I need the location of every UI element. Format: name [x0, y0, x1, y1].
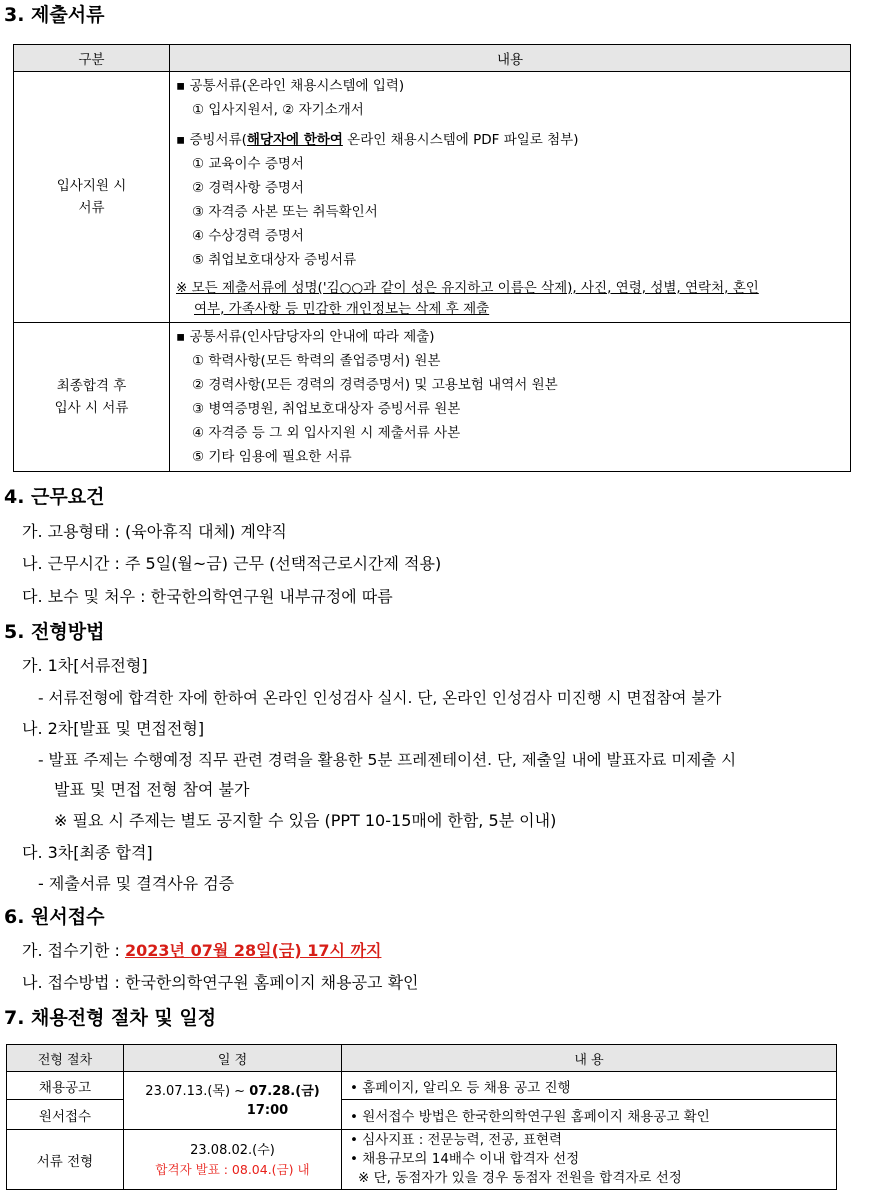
deadline-line [22, 941, 381, 961]
category-line: 서류 [78, 200, 105, 216]
date-end: 07.28.(금) [249, 1083, 320, 1099]
proof-docs-emphasis: 해당자에 한하여 [246, 132, 343, 148]
col-content: 내용 [170, 45, 851, 72]
list-item: ③ 병역증명원, 취업보호대상자 증빙서류 원본 [192, 401, 461, 417]
stage-title: 가. 1차[서류전형] [22, 656, 148, 675]
step-cell: 원서접수 [7, 1100, 124, 1130]
section-6-heading: 6. 원서접수 [4, 906, 105, 928]
stage-title: 나. 2차[발표 및 면접전형] [22, 719, 205, 738]
list-item: ② 경력사항 증명서 [192, 180, 304, 196]
list-item: ※ 단, 동점자가 있을 경우 동점자 전원을 합격자로 선정 [358, 1170, 682, 1186]
announce-date: 합격자 발표 : 08.04.(금) 내 [155, 1161, 310, 1177]
step-cell: 채용공고 [7, 1072, 124, 1100]
section-5-heading: 5. 전형방법 [4, 621, 105, 643]
row-content [170, 72, 851, 323]
method-line: 나. 접수방법 : 한국한의학연구원 홈페이지 채용공고 확인 [22, 973, 419, 992]
deadline-value: 2023년 07월 28일(금) 17시 까지 [125, 941, 382, 960]
proof-docs-title: ▪ 증빙서류(해당자에 한하여 온라인 채용시스템에 PDF 파일로 첨부) [176, 132, 579, 148]
category-line: 입사 시 서류 [54, 400, 129, 416]
list-item: ④ 수상경력 증명서 [192, 228, 304, 244]
section-3-heading: 3. 제출서류 [4, 4, 105, 26]
content-cell: • 원서접수 방법은 한국한의학연구원 홈페이지 채용공고 확인 [342, 1100, 837, 1130]
stage-desc: - 제출서류 및 결격사유 검증 [38, 874, 235, 893]
schedule-table [6, 1044, 837, 1190]
content-cell [342, 1130, 837, 1190]
date-time: 17:00 [246, 1102, 289, 1118]
list-item: ⑤ 취업보호대상자 증빙서류 [192, 252, 357, 268]
work-condition-line: 가. 고용형태 : (육아휴직 대체) 계약직 [22, 522, 287, 541]
stage-desc: - 서류전형에 합격한 자에 한하여 온라인 인성검사 실시. 단, 온라인 인성검사 미진행 시 면접참여 불가 [38, 689, 722, 707]
list-item: ⑤ 기타 임용에 필요한 서류 [192, 449, 352, 465]
date-cell: 23.07.13.(목) ~ 07.28.(금) 17:00 [124, 1072, 342, 1130]
stage-note: ※ 필요 시 주제는 별도 공지할 수 있음 (PPT 10-15매에 한함, 5분 이내) [54, 811, 557, 830]
list-item: ② 경력사항(모든 경력의 경력증명서) 및 고용보험 내역서 원본 [192, 377, 558, 393]
deadline-label: 가. 접수기한 : [22, 941, 126, 960]
table-row [7, 1130, 837, 1190]
date-value: 23.08.02.(수) [190, 1142, 275, 1158]
work-condition-line: 나. 근무시간 : 주 5일(월~금) 근무 (선택적근로시간제 적용) [22, 554, 442, 573]
common-docs-title: ▪ 공통서류(온라인 채용시스템에 입력) [176, 78, 405, 94]
category-line: 최종합격 후 [56, 378, 127, 394]
stage-desc: - 발표 주제는 수행예정 직무 관련 경력을 활용한 5분 프레젠테이션. 단, 제출일 내에 발표자료 미제출 시 [38, 751, 737, 769]
privacy-note-cont: 여부, 가족사항 등 민감한 개인정보는 삭제 후 제출 [194, 301, 490, 317]
list-item: ① 교육이수 증명서 [192, 156, 304, 172]
list-item: • 심사지표 : 전문능력, 전공, 표현력 [350, 1132, 563, 1148]
table-row [14, 72, 851, 323]
content-cell: • 홈페이지, 알리오 등 채용 공고 진행 [342, 1072, 837, 1100]
col-step: 전형 절차 [7, 1045, 124, 1072]
category-line: 입사지원 시 [56, 178, 127, 194]
list-item: ① 학력사항(모든 학력의 졸업증명서) 원본 [192, 353, 441, 369]
stage-title: 다. 3차[최종 합격] [22, 843, 153, 862]
stage-desc-cont: 발표 및 면접 전형 참여 불가 [54, 780, 250, 799]
row-category [14, 323, 170, 472]
table-row [14, 323, 851, 472]
table-row [7, 1072, 837, 1100]
work-condition-line: 다. 보수 및 처우 : 한국한의학연구원 내부규정에 따름 [22, 587, 393, 606]
privacy-note: ※ 모든 제출서류에 성명('김○○과 같이 성은 유지하고 이름은 삭제), 사진, 연령, 성별, 연락처, 혼인 [176, 280, 759, 296]
list-item: ③ 자격증 사본 또는 취득확인서 [192, 204, 378, 220]
col-date: 일 정 [124, 1045, 342, 1072]
list-item: ④ 자격증 등 그 외 입사지원 시 제출서류 사본 [192, 425, 461, 441]
date-cell [124, 1130, 342, 1190]
step-cell: 서류 전형 [7, 1130, 124, 1190]
documents-table [13, 44, 851, 472]
table-header-row [7, 1045, 837, 1072]
section-7-heading: 7. 채용전형 절차 및 일정 [4, 1007, 217, 1029]
section-4-heading: 4. 근무요건 [4, 486, 105, 508]
col-category: 구분 [14, 45, 170, 72]
common-docs-title: ▪ 공통서류(인사담당자의 안내에 따라 제출) [176, 329, 435, 345]
col-content: 내 용 [342, 1045, 837, 1072]
table-header-row [14, 45, 851, 72]
common-docs-items: ① 입사지원서, ② 자기소개서 [192, 102, 364, 118]
list-item: • 채용규모의 14배수 이내 합격자 선정 [350, 1151, 580, 1167]
row-category [14, 72, 170, 323]
row-content [170, 323, 851, 472]
